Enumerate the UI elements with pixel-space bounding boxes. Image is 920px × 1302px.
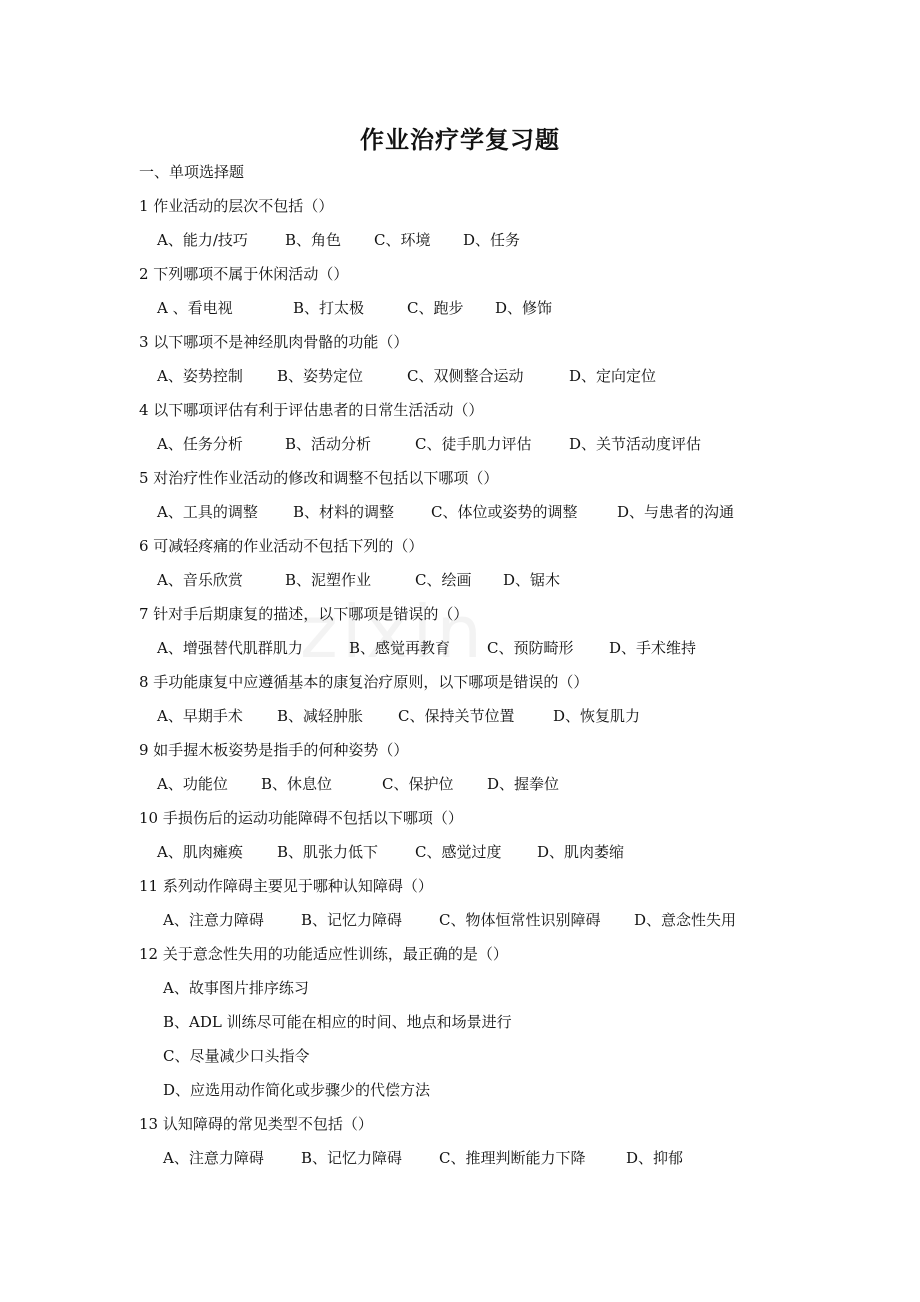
option-a: A、能力/技巧 <box>157 231 248 249</box>
option-d: D、抑郁 <box>626 1149 684 1167</box>
option-c: C、物体恒常性识别障碍 <box>439 911 601 929</box>
option-a: A、工具的调整 <box>157 503 258 521</box>
option-c: C、保护位 <box>382 775 454 793</box>
option-b: B、减轻肿胀 <box>277 707 364 725</box>
option-a: A、注意力障碍 <box>163 911 264 929</box>
option-d: D、应选用动作简化或步骤少的代偿方法 <box>163 1081 431 1099</box>
question-stem: 2 下列哪项不属于休闲活动（） <box>139 265 349 283</box>
option-c: C、徒手肌力评估 <box>415 435 532 453</box>
option-d: D、定向定位 <box>569 367 657 385</box>
option-c: C、双侧整合运动 <box>407 367 524 385</box>
option-c: C、体位或姿势的调整 <box>431 503 578 521</box>
option-c: C、预防畸形 <box>487 639 574 657</box>
option-c: C、保持关节位置 <box>398 707 515 725</box>
option-b: B、肌张力低下 <box>277 843 379 861</box>
question-stem: 12 关于意念性失用的功能适应性训练，最正确的是（） <box>139 945 508 963</box>
option-b: B、感觉再教育 <box>349 639 451 657</box>
question-stem: 1 作业活动的层次不包括（） <box>139 197 334 215</box>
section-heading: 一、单项选择题 <box>139 163 245 181</box>
option-c: C、跑步 <box>407 299 464 317</box>
option-c: C、尽量减少口头指令 <box>163 1047 310 1065</box>
option-c: C、推理判断能力下降 <box>439 1149 586 1167</box>
option-a: A、故事图片排序练习 <box>163 979 309 997</box>
question-stem: 11 系列动作障碍主要见于哪种认知障碍（） <box>139 877 433 895</box>
question-stem: 5 对治疗性作业活动的修改和调整不包括以下哪项（） <box>139 469 499 487</box>
option-a: A、注意力障碍 <box>163 1149 264 1167</box>
option-d: D、与患者的沟通 <box>617 503 735 521</box>
option-d: D、手术维持 <box>609 639 697 657</box>
question-stem: 13 认知障碍的常见类型不包括（） <box>139 1115 373 1133</box>
document-title: 作业治疗学复习题 <box>360 125 560 154</box>
option-b: B、打太极 <box>293 299 365 317</box>
option-b: B、活动分析 <box>285 435 372 453</box>
option-a: A、音乐欣赏 <box>157 571 243 589</box>
option-c: C、环境 <box>374 231 431 249</box>
question-stem: 4 以下哪项评估有利于评估患者的日常生活活动（） <box>139 401 484 419</box>
option-a: A、任务分析 <box>157 435 243 453</box>
option-a: A、增强替代肌群肌力 <box>157 639 303 657</box>
option-b: B、泥塑作业 <box>285 571 372 589</box>
option-b: B、材料的调整 <box>293 503 395 521</box>
option-c: C、感觉过度 <box>415 843 502 861</box>
question-stem: 7 针对手后期康复的描述，以下哪项是错误的（） <box>139 605 469 623</box>
option-b: B、记忆力障碍 <box>301 1149 403 1167</box>
option-b: B、记忆力障碍 <box>301 911 403 929</box>
option-d: D、关节活动度评估 <box>569 435 702 453</box>
option-b: B、角色 <box>285 231 342 249</box>
question-stem: 8 手功能康复中应遵循基本的康复治疗原则，以下哪项是错误的（） <box>139 673 589 691</box>
option-d: D、恢复肌力 <box>553 707 641 725</box>
watermark <box>300 590 486 674</box>
question-stem: 10 手损伤后的运动功能障碍不包括以下哪项（） <box>139 809 463 827</box>
option-d: D、任务 <box>463 231 521 249</box>
option-d: D、修饰 <box>495 299 553 317</box>
option-d: D、肌肉萎缩 <box>537 843 625 861</box>
option-a: A、肌肉瘫痪 <box>157 843 243 861</box>
option-d: D、意念性失用 <box>634 911 737 929</box>
option-a: A、早期手术 <box>157 707 243 725</box>
option-d: D、握拳位 <box>487 775 560 793</box>
option-a: A、功能位 <box>157 775 228 793</box>
option-a: A 、看电视 <box>157 299 233 317</box>
option-a: A、姿势控制 <box>157 367 243 385</box>
option-b: B、休息位 <box>261 775 333 793</box>
option-b: B、姿势定位 <box>277 367 364 385</box>
question-stem: 9 如手握木板姿势是指手的何种姿势（） <box>139 741 409 759</box>
option-d: D、锯木 <box>503 571 561 589</box>
option-b: B、ADL 训练尽可能在相应的时间、地点和场景进行 <box>163 1013 512 1031</box>
option-c: C、绘画 <box>415 571 472 589</box>
question-stem: 6 可减轻疼痛的作业活动不包括下列的（） <box>139 537 424 555</box>
question-stem: 3 以下哪项不是神经肌肉骨骼的功能（） <box>139 333 409 351</box>
